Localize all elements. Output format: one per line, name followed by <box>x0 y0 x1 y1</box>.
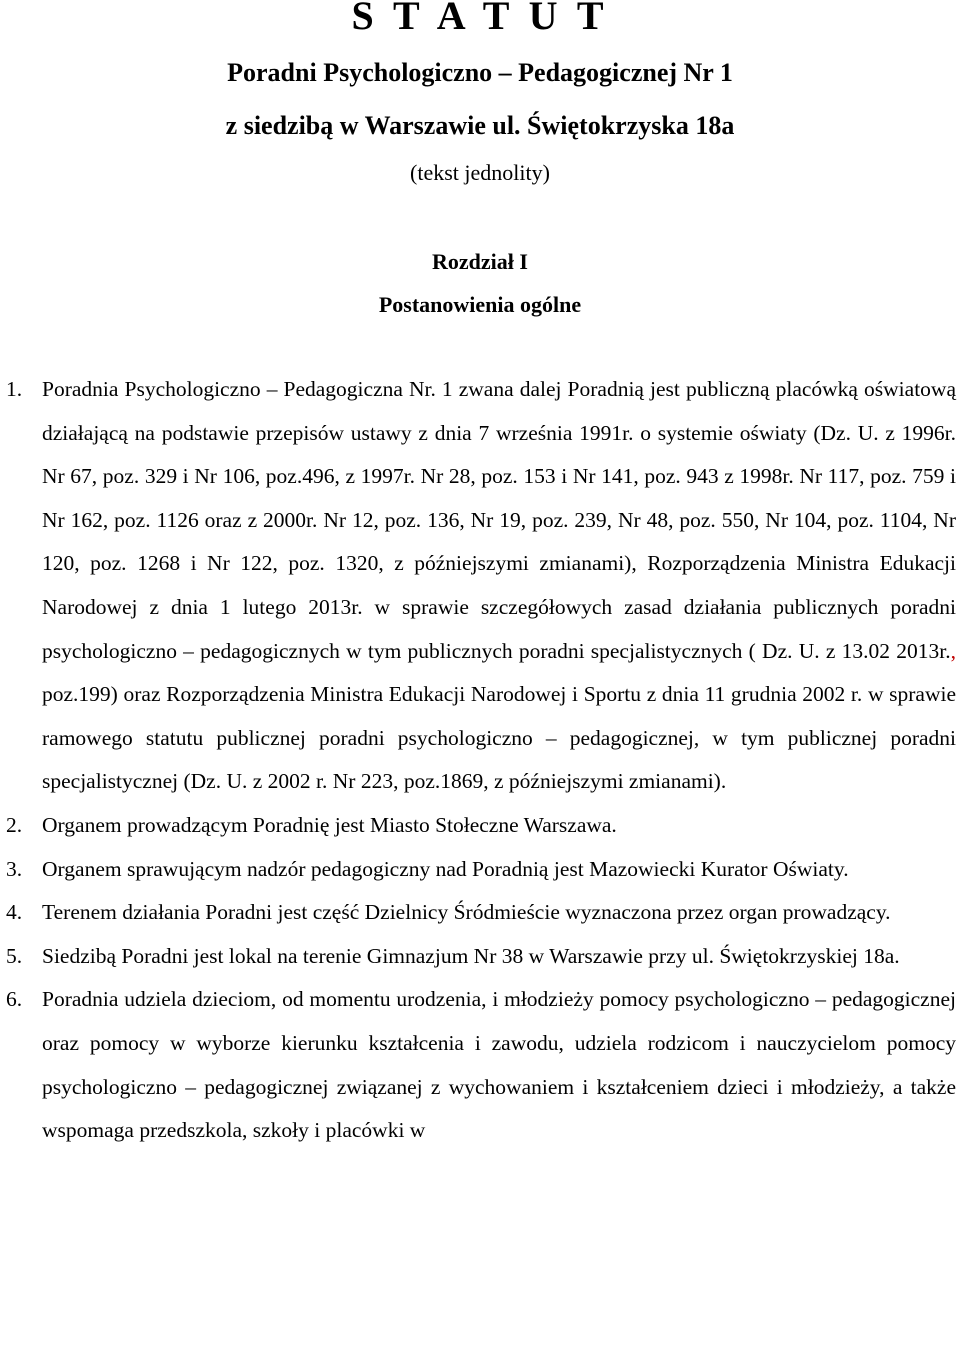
item-number: 6. <box>6 987 23 1012</box>
item-text-part-a: Poradnia Psychologiczno – Pedagogiczna Nr. 1 zwana dalej Poradnią jest publiczną placówką oświatową działającą na podstawie przepisów ustawy z dnia 7 września 1991r. o systemie oświaty (Dz. U. z 1996r. Nr 67, poz. 329 i Nr 106, poz.496, z 1997r. Nr 28, poz. 153 i Nr 141, poz. 943 z 1998r. Nr 117, poz. 759 i Nr 162, poz. 1126 oraz z 2000r. Nr 12, poz. 136, Nr 19, poz. 239, Nr 48, poz. 550, Nr 104, poz. 1104, Nr 120, poz. 1268 i Nr 122, poz. 1320, z późniejszymi zmianami), Rozporządzenia Ministra Edukacji Narodowej z dnia 1 lutego 2013r. w sprawie szczegółowych zasad działania publicznych poradni psychologiczno – pedagogicznych w tym publicznych poradni specjalistycznych ( Dz. U. z 13.02 2013r. <box>42 377 956 663</box>
list-item <box>6 804 956 848</box>
list-item <box>6 935 956 979</box>
provisions-list <box>0 368 960 1153</box>
item-number: 1. <box>6 377 23 401</box>
item-text: Siedzibą Poradni jest lokal na terenie Gimnazjum Nr 38 w Warszawie przy ul. Świętokrzyskiej 18a. <box>42 943 900 968</box>
item-number: 5. <box>6 943 23 968</box>
item-text: Organem sprawującym nadzór pedagogiczny nad Poradnią jest Mazowiecki Kurator Oświaty. <box>42 856 849 881</box>
highlighted-comma: , <box>950 638 956 663</box>
institution-address: z siedzibą w Warszawie ul. Świętokrzyska 18a <box>225 111 735 140</box>
list-item <box>6 891 956 935</box>
document-title: S T A T U T <box>351 0 609 38</box>
item-number: 3. <box>6 856 23 881</box>
item-text: Organem prowadzącym Poradnię jest Miasto Stołeczne Warszawa. <box>42 812 617 837</box>
item-text: Terenem działania Poradni jest część Dzielnicy Śródmieście wyznaczona przez organ prowadzący. <box>42 900 891 925</box>
text-version-note: (tekst jednolity) <box>410 160 550 185</box>
item-text-part-b: poz.199) oraz Rozporządzenia Ministra Edukacji Narodowej i Sportu z dnia 11 grudnia 2002 r. w sprawie ramowego statutu publicznej poradni psychologiczno – pedagogicznej, w tym publicznej poradni specjalistycznej (Dz. U. z 2002 r. Nr 223, poz.1869, z późniejszymi zmianami). <box>42 682 956 794</box>
chapter-title: Postanowienia ogólne <box>378 292 582 317</box>
item-number: 4. <box>6 900 23 925</box>
item-number: 2. <box>6 812 23 837</box>
list-item <box>6 978 956 1152</box>
item-text: Poradnia udziela dzieciom, od momentu urodzenia, i młodzieży pomocy psychologiczno – pedagogicznej oraz pomocy w wyborze kierunku kształcenia i zawodu, udziela rodzicom i nauczycielom pomocy psychologiczno – pedagogicznej związanej z wychowaniem i kształceniem dzieci i młodzieży, a także wspomaga przedszkola, szkoły i placówki w <box>42 987 956 1143</box>
list-item <box>6 368 956 804</box>
list-item <box>6 848 956 892</box>
institution-name: Poradni Psychologiczno – Pedagogicznej Nr 1 <box>227 58 733 87</box>
item-text <box>42 368 956 804</box>
chapter-number: Rozdział I <box>432 249 528 274</box>
